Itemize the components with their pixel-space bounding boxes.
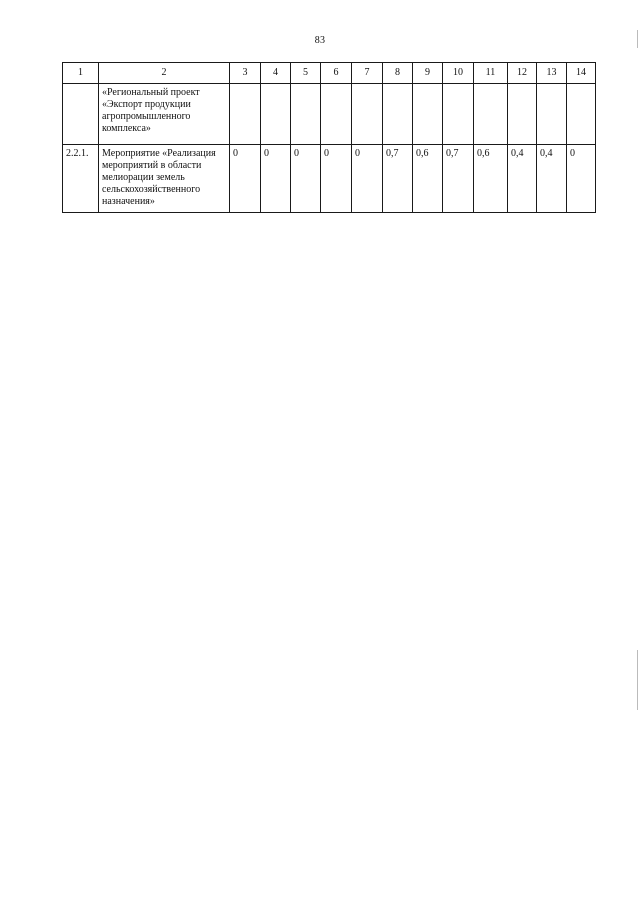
value-cell: 0 — [321, 145, 352, 213]
header-cell: 6 — [321, 63, 352, 84]
value-cell — [443, 84, 474, 145]
table-row-measure — [63, 145, 596, 213]
value-cell — [537, 84, 567, 145]
header-cell: 2 — [99, 63, 230, 84]
header-cell: 12 — [508, 63, 537, 84]
value-cell — [413, 84, 443, 145]
value-cell — [291, 84, 321, 145]
header-cell: 4 — [261, 63, 291, 84]
row-name-cell: «Региональный проект «Экспорт продукции агропромышленного комплекса» — [99, 84, 230, 145]
value-cell: 0,6 — [474, 145, 508, 213]
row-number-cell — [63, 84, 99, 145]
value-cell — [474, 84, 508, 145]
value-cell: 0,4 — [508, 145, 537, 213]
page-number: 83 — [314, 35, 326, 46]
data-table — [62, 62, 596, 213]
header-cell: 11 — [474, 63, 508, 84]
value-cell: 0,4 — [537, 145, 567, 213]
header-cell: 3 — [230, 63, 261, 84]
header-cell: 13 — [537, 63, 567, 84]
value-cell: 0,6 — [413, 145, 443, 213]
scan-edge-mark — [637, 650, 638, 710]
value-cell: 0 — [352, 145, 383, 213]
header-cell: 1 — [63, 63, 99, 84]
value-cell: 0 — [291, 145, 321, 213]
value-cell: 0,7 — [443, 145, 474, 213]
value-cell — [352, 84, 383, 145]
value-cell — [230, 84, 261, 145]
value-cell — [321, 84, 352, 145]
value-cell — [261, 84, 291, 145]
table-header-row — [63, 63, 596, 84]
header-cell: 14 — [567, 63, 596, 84]
value-cell — [383, 84, 413, 145]
row-number-cell: 2.2.1. — [63, 145, 99, 213]
table-row-regional-project — [63, 84, 596, 145]
value-cell: 0 — [567, 145, 596, 213]
header-cell: 8 — [383, 63, 413, 84]
header-cell: 5 — [291, 63, 321, 84]
value-cell — [508, 84, 537, 145]
header-cell: 10 — [443, 63, 474, 84]
header-cell: 9 — [413, 63, 443, 84]
value-cell: 0 — [261, 145, 291, 213]
header-cell: 7 — [352, 63, 383, 84]
value-cell: 0,7 — [383, 145, 413, 213]
value-cell: 0 — [230, 145, 261, 213]
scan-edge-mark — [637, 30, 638, 48]
row-name-cell: Мероприятие «Реализация мероприятий в области мелиорации земель сельскохозяйственного назначения» — [99, 145, 230, 213]
value-cell — [567, 84, 596, 145]
